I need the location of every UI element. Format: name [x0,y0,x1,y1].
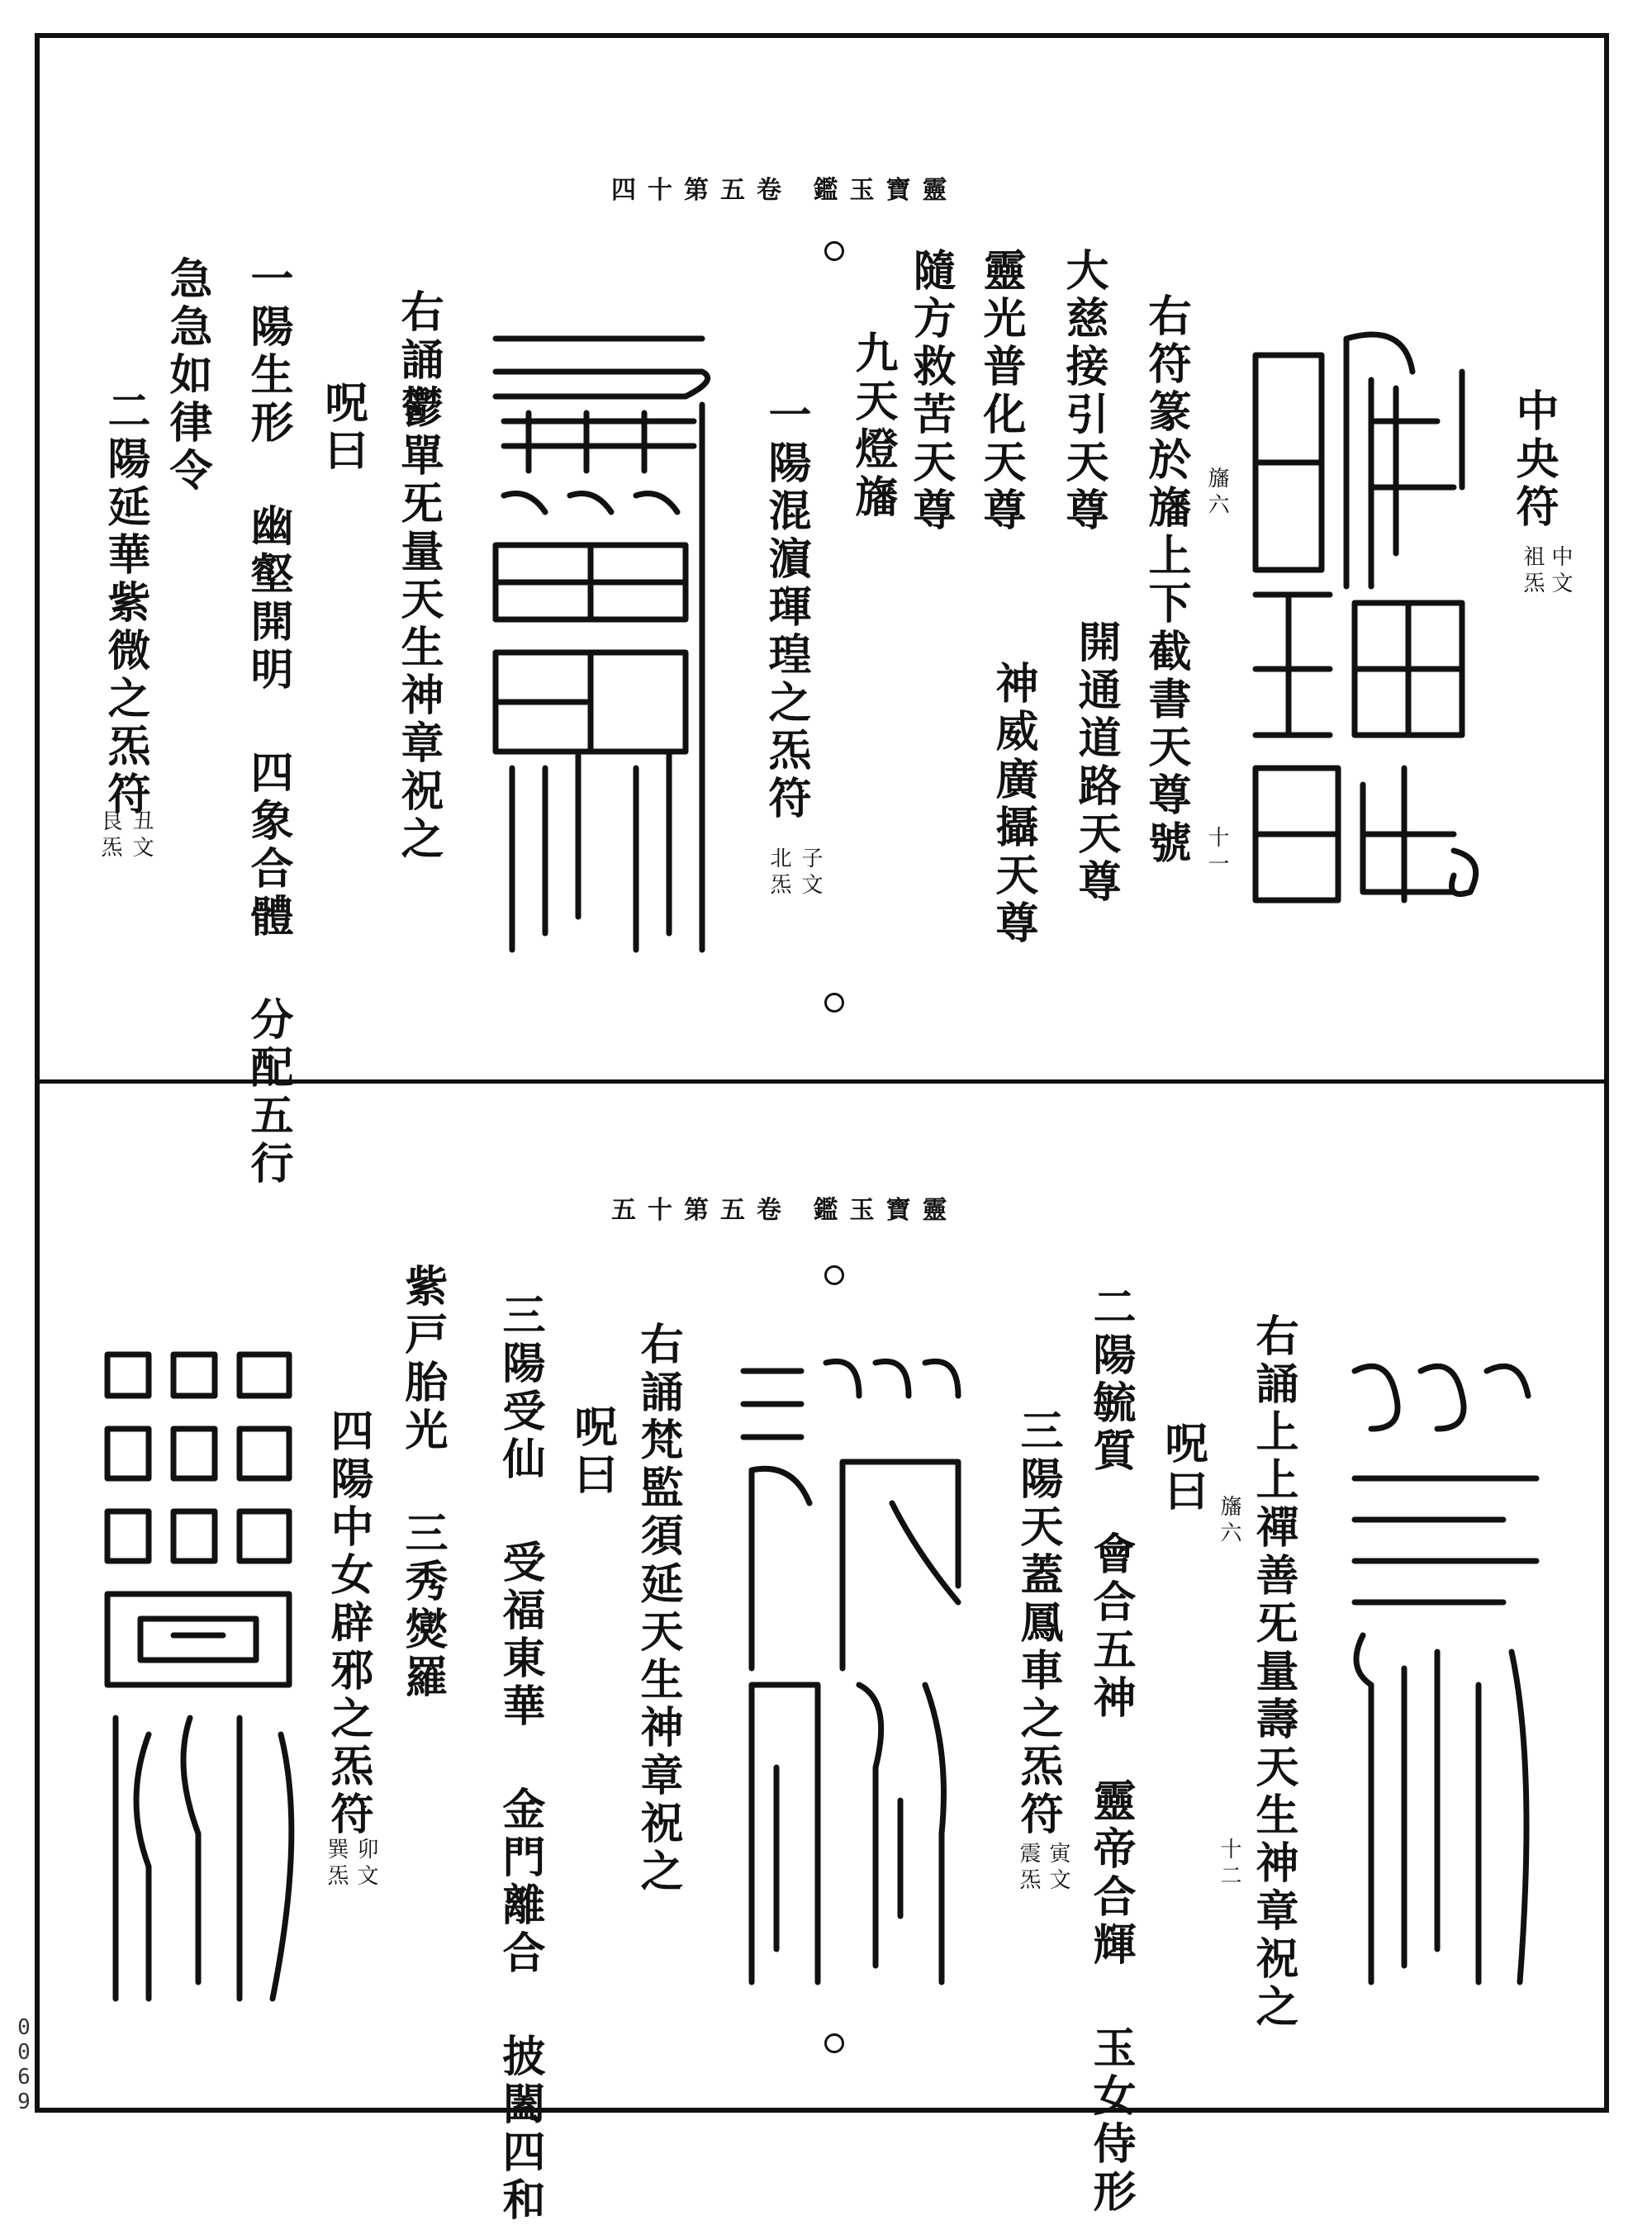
top-col-2b: 開通道路天尊 [1070,619,1121,907]
top-col-10: 二陽延華紫微之炁符 [100,388,150,819]
talisman-title: 中央符 [1508,388,1559,532]
seal-talisman-central [1247,322,1479,917]
bottom-col-9-note: 巽炁 [324,1838,349,1891]
top-col-5-note: 子文 [798,847,823,899]
bottom-col-9: 四陽中女辟邪之炁符 [323,1408,373,1839]
top-header: 四十第五卷 鑑玉寶靈 [611,176,959,205]
bottom-col-6: 呪曰 [567,1404,617,1500]
bottom-col-3: 二陽毓質 會合五神 靈帝合輝 玉女侍形 [1085,1284,1136,2217]
bottom-col-4-note: 寅文 [1046,1842,1070,1895]
title-note: 中文 [1548,545,1573,598]
seal-talisman-yang2 [1338,1354,1553,1999]
binding-hole [824,241,844,261]
seal-talisman-yang4 [91,1338,322,2015]
top-col-9: 急急如律令 [162,256,212,496]
bottom-col-8: 紫戸胎光 三秀爕羅 [397,1264,448,1702]
bottom-col-5: 右誦梵監須延天生神章祝之 [633,1321,683,1896]
seal-talisman-yang3 [727,1338,991,1999]
top-col-5-note: 北炁 [767,847,791,899]
top-col-7: 呪曰 [317,380,368,476]
binding-hole [824,2033,844,2053]
top-col-6: 右誦鬱單旡量天生神章祝之 [393,289,444,864]
top-col-10-note: 丑文 [129,809,154,862]
bottom-col-1-note: 旛六 [1217,1495,1241,1548]
top-col-3a: 靈光普化天尊 [976,248,1026,535]
top-col-1-note: 旛六 [1204,467,1229,519]
bottom-col-7: 三陽受仙 受福東華 金門離合 披闔四和 [495,1293,545,2225]
bottom-col-4: 三陽天蓋鳳車之炁符 [1013,1408,1063,1839]
top-col-8: 一陽生形 幽壑開明 四象合體 分配五行 [243,256,293,1188]
top-col-5: 一陽混濵琿瑝之炁符 [761,392,811,823]
top-col-3b: 神威廣攝天尊 [988,661,1038,948]
top-col-4a: 隨方救苦天尊 [905,248,956,535]
bottom-col-4-note: 震炁 [1016,1842,1041,1895]
binding-hole [824,1265,844,1285]
top-col-2a: 大慈接引天尊 [1058,248,1108,535]
bottom-header: 五十第五卷 鑑玉寶靈 [611,1196,959,1225]
bottom-col-9-note: 卯文 [354,1838,378,1891]
top-col-10-note: 艮炁 [97,809,122,862]
bottom-col-1-note: 十二 [1217,1838,1241,1891]
top-col-4b: 九天燈旛 [847,330,898,522]
bottom-col-1: 右誦上上禪善旡量壽天生神章祝之 [1248,1313,1298,2032]
title-note: 祖炁 [1520,545,1545,598]
top-col-1-note: 十一 [1204,826,1229,879]
bottom-col-2: 呪曰 [1157,1421,1208,1516]
binding-hole [824,993,844,1013]
top-col-1: 右符篆於旛上下截書天尊號 [1141,293,1191,868]
page-number: 0069 [12,2015,36,2114]
seal-talisman-yang1 [479,322,727,966]
